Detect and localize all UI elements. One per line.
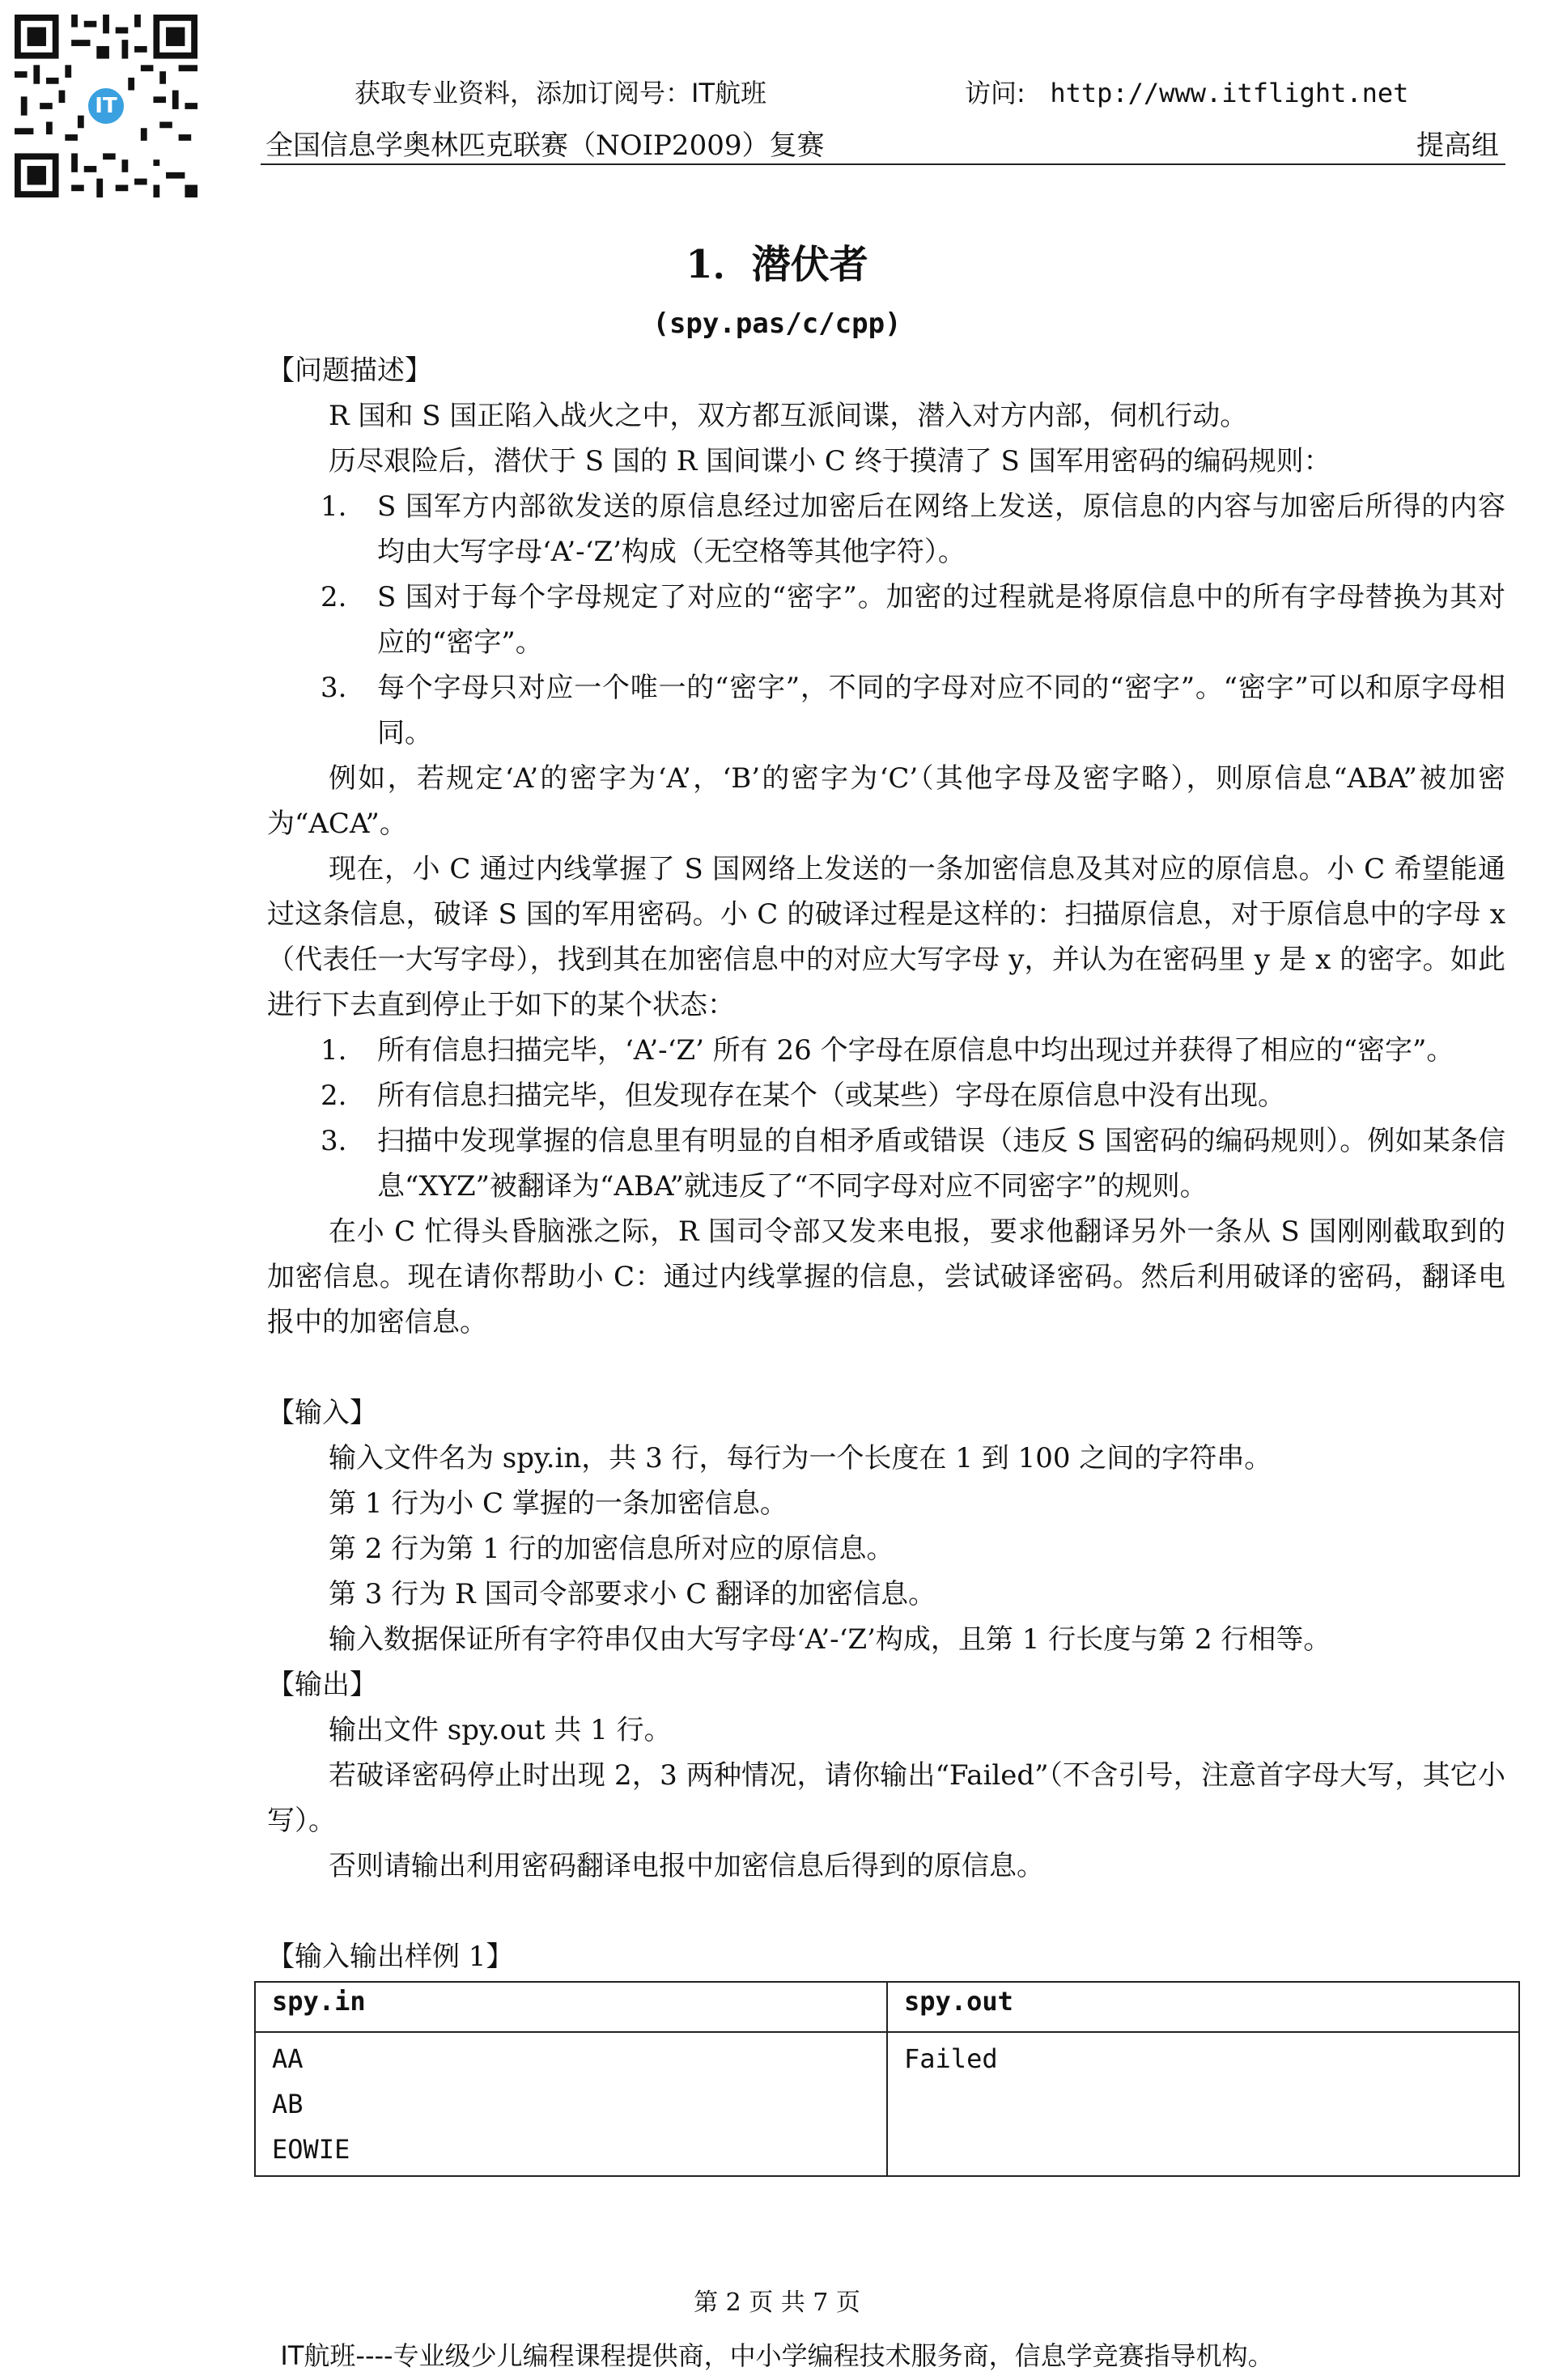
- description-paragraph: 现在，小 C 通过内线掌握了 S 国网络上发送的一条加密信息及其对应的原信息。小 C 希望能通过这条信息，破译 S 国的军用密码。小 C 的破译过程是这样的：扫描原信息，对于原信息中的字母 x（代表任一大写字母），找到其在加密信息中的对应大写字母 y，并认为在密码里 y 是 x 的密字。如此进行下去直到停止于如下的某个状态：: [267, 853, 1505, 1021]
- promo-subscribe-text: 获取专业资料，添加订阅号：IT航班: [355, 78, 766, 108]
- description-paragraph: 在小 C 忙得头昏脑涨之际，R 国司令部又发来电报，要求他翻译另外一条从 S 国刚刚截取到的加密信息。现在请你帮助小 C：通过内线掌握的信息，尝试破译密码。然后利用破译的密码，翻译电报中的加密信息。: [267, 1215, 1505, 1338]
- sample-heading: 【输入输出样例 1】: [267, 1941, 514, 1973]
- description-paragraph: 历尽艰险后，潜伏于 S 国的 R 国间谍小 C 终于摸清了 S 国军用密码的编码规则：: [329, 445, 1331, 477]
- input-line: 输入数据保证所有字符串仅由大写字母‘A’-‘Z’构成，且第 1 行长度与第 2 行相等。: [329, 1623, 1331, 1656]
- input-line: 第 3 行为 R 国司令部要求小 C 翻译的加密信息。: [329, 1578, 936, 1610]
- sample-input-cell: [255, 2032, 887, 2176]
- sample-input-line: AB: [272, 2089, 304, 2119]
- qr-code: [15, 15, 197, 197]
- state-item: 3. 扫描中发现掌握的信息里有明显的自相矛盾或错误（违反 S 国密码的编码规则）。例如某条信息“XYZ”被翻译为“ABA”就违反了“不同字母对应不同密字”的规则。: [321, 1125, 1505, 1203]
- description-paragraph: 例如，若规定‘A’的密字为‘A’，‘B’的密字为‘C’（其他字母及密字略），则原信息“ABA”被加密为“ACA”。: [267, 762, 1505, 840]
- sample-output-line: Failed: [904, 2043, 998, 2074]
- output-line: 否则请输出利用密码翻译电报中加密信息后得到的原信息。: [329, 1850, 1044, 1882]
- output-line: 输出文件 spy.out 共 1 行。: [329, 1714, 672, 1746]
- input-heading: 【输入】: [267, 1397, 377, 1429]
- sample-output-header: spy.out: [887, 1982, 1519, 2032]
- header-contest-name: 全国信息学奥林匹克联赛（NOIP2009）复赛: [265, 129, 825, 162]
- sample-output-cell: [887, 2032, 1519, 2176]
- state-item: 2. 所有信息扫描完毕，但发现存在某个（或某些）字母在原信息中没有出现。: [321, 1080, 1285, 1112]
- problem-title: 1．潜伏者: [686, 242, 868, 287]
- promo-visit-label: 访问:: [965, 78, 1025, 108]
- rule-item: 2. S 国对于每个字母规定了对应的“密字”。加密的过程就是将原信息中的所有字母替换为其对应的“密字”。: [321, 581, 1505, 659]
- rule-item: 1. S 国军方内部欲发送的原信息经过加密后在网络上发送，原信息的内容与加密后所得的内容均由大写字母‘A’-‘Z’构成（无空格等其他字符）。: [321, 490, 1505, 568]
- state-item: 1. 所有信息扫描完毕，‘A’-‘Z’ 所有 26 个字母在原信息中均出现过并获得了相应的“密字”。: [321, 1034, 1454, 1067]
- input-line: 输入文件名为 spy.in，共 3 行，每行为一个长度在 1 到 100 之间的字符串。: [329, 1442, 1272, 1474]
- promo-visit: [965, 73, 1408, 110]
- sample-input-line: EOWIE: [272, 2134, 350, 2165]
- rule-item: 3. 每个字母只对应一个唯一的“密字”，不同的字母对应不同的“密字”。“密字”可以和原字母相同。: [321, 672, 1505, 749]
- problem-body: [267, 348, 1505, 2177]
- page-number: 第 2 页 共 7 页: [694, 2289, 860, 2317]
- output-line: 若破译密码停止时出现 2，3 两种情况，请你输出“Failed”（不含引号，注意首字母大写，其它小写）。: [267, 1759, 1505, 1837]
- promo-url-link[interactable]: http://www.itflight.net: [1050, 78, 1409, 108]
- sample-table: [254, 1981, 1520, 2177]
- problem-filename: (spy.pas/c/cpp): [652, 308, 902, 340]
- qr-logo-icon: IT: [83, 83, 129, 129]
- footer-tagline: IT航班----专业级少儿编程课程提供商，中小学编程技术服务商，信息学竞赛指导机构。: [280, 2340, 1274, 2371]
- output-heading: 【输出】: [267, 1669, 377, 1701]
- input-line: 第 1 行为小 C 掌握的一条加密信息。: [329, 1487, 788, 1520]
- header-group: 提高组: [1416, 129, 1499, 162]
- header-divider: [261, 163, 1505, 165]
- sample-input-line: AA: [272, 2043, 304, 2074]
- input-line: 第 2 行为第 1 行的加密信息所对应的原信息。: [329, 1533, 894, 1565]
- description-paragraph: R 国和 S 国正陷入战火之中，双方都互派间谍，潜入对方内部，伺机行动。: [329, 400, 1248, 432]
- description-heading: 【问题描述】: [267, 354, 432, 387]
- sample-input-header: spy.in: [255, 1982, 887, 2032]
